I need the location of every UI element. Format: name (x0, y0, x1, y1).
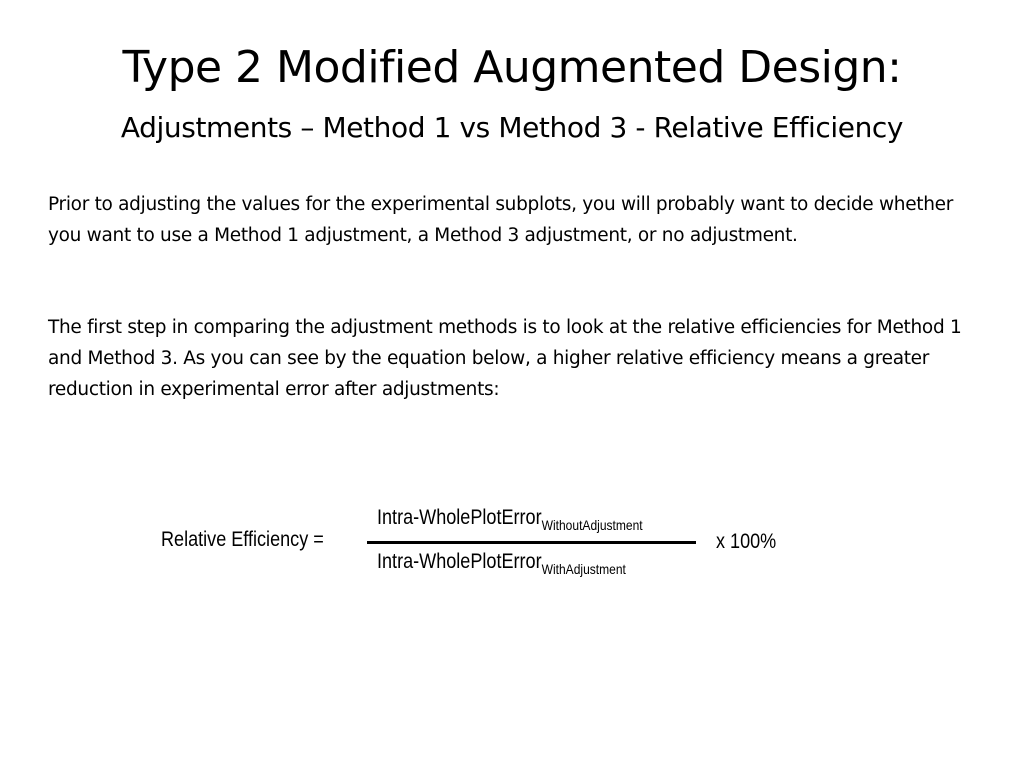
fraction-bar (367, 541, 696, 544)
paragraph-adjustment-choice: Prior to adjusting the values for the experimental subplots, you will probably want to decide whether you want to use a Method 1 adjustment, a Method 3 adjustment, or no adjustment. (48, 194, 954, 246)
numerator-base: Intra-WholePlotError (377, 506, 542, 529)
formula-numerator (377, 504, 643, 532)
slide-subtitle: Adjustments – Method 1 vs Method 3 - Relative Efficiency (120, 111, 904, 144)
formula-denominator (377, 548, 626, 576)
slide-title: Type 2 Modified Augmented Design: (122, 42, 902, 93)
paragraph-relative-efficiency: The first step in comparing the adjustment methods is to look at the relative efficiencies for Method 1 and Method 3. As you can see by the equation below, a higher relative efficiency means a greater reduction in experimental error after adjustments: (48, 317, 962, 400)
formula-label: Relative Efficiency = (161, 528, 324, 551)
numerator-subscript: WithoutAdjustment (541, 517, 643, 533)
formula-multiplier: x 100% (716, 530, 777, 553)
denominator-base: Intra-WholePlotError (377, 550, 542, 573)
denominator-subscript: WithAdjustment (541, 561, 626, 577)
